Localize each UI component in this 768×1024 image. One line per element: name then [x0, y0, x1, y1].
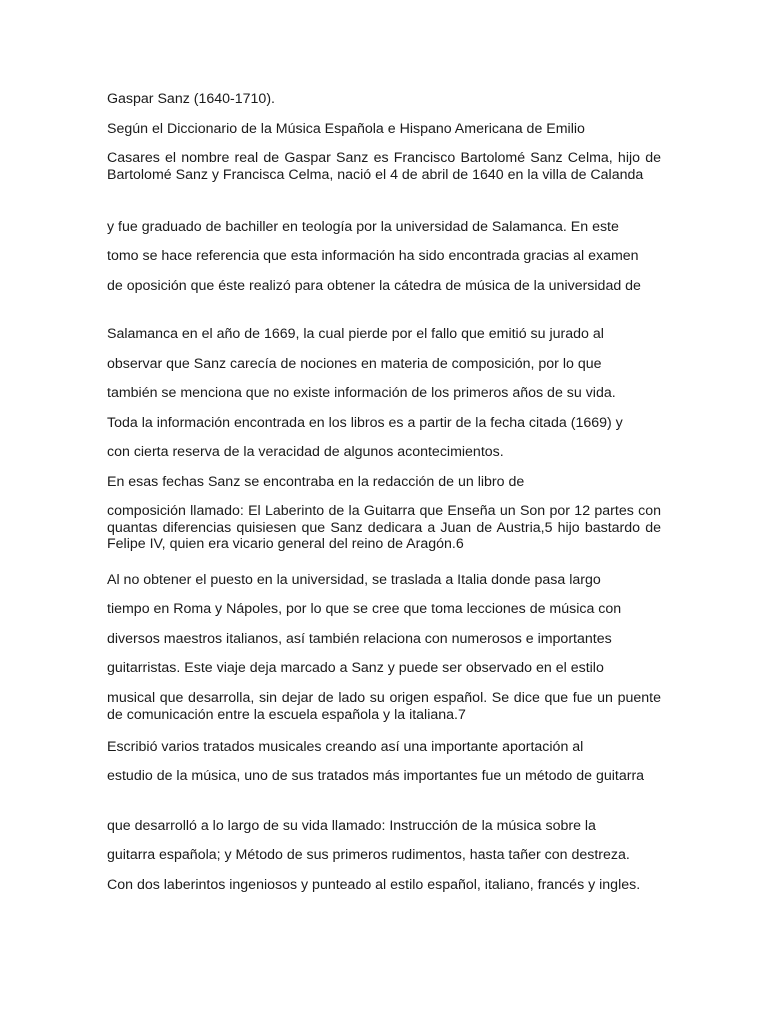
paragraph-line: composición llamado: El Laberinto de la Guitarra que Enseña un Son por 12 partes con quantas diferencias quisiesen que Sanz dedicara a Juan de Austria,5 hijo bastardo de Felipe IV, quien era vicario general del reino de Aragón.6: [107, 503, 661, 552]
paragraph-line: con cierta reserva de la veracidad de algunos acontecimientos.: [107, 444, 504, 460]
paragraph-line: diversos maestros italianos, así también relaciona con numerosos e importantes: [107, 631, 612, 647]
paragraph-line: musical que desarrolla, sin dejar de lado su origen español. Se dice que fue un puente de comunicación entre la escuela española y la italiana.7: [107, 690, 661, 723]
paragraph-line: también se menciona que no existe información de los primeros años de su vida.: [107, 385, 616, 401]
paragraph-line: de oposición que éste realizó para obtener la cátedra de música de la universidad de: [107, 278, 641, 294]
document-title: Gaspar Sanz (1640-1710).: [107, 91, 275, 107]
paragraph-line: Al no obtener el puesto en la universidad, se traslada a Italia donde pasa largo: [107, 572, 601, 588]
paragraph-line: Casares el nombre real de Gaspar Sanz es Francisco Bartolomé Sanz Celma, hijo de Bartolomé Sanz y Francisca Celma, nació el 4 de abril de 1640 en la villa de Calanda: [107, 150, 661, 183]
paragraph-line: guitarra española; y Método de sus primeros rudimentos, hasta tañer con destreza.: [107, 847, 630, 863]
paragraph-line: guitarristas. Este viaje deja marcado a Sanz y puede ser observado en el estilo: [107, 660, 604, 676]
paragraph-line: Salamanca en el año de 1669, la cual pierde por el fallo que emitió su jurado al: [107, 326, 604, 342]
paragraph-line: y fue graduado de bachiller en teología por la universidad de Salamanca. En este: [107, 219, 619, 235]
paragraph-line: observar que Sanz carecía de nociones en materia de composición, por lo que: [107, 356, 602, 372]
paragraph-line: Según el Diccionario de la Música Española e Hispano Americana de Emilio: [107, 121, 585, 137]
paragraph-line: En esas fechas Sanz se encontraba en la redacción de un libro de: [107, 474, 525, 490]
paragraph-line: estudio de la música, uno de sus tratados más importantes fue un método de guitarra: [107, 768, 645, 784]
paragraph-line: Escribió varios tratados musicales creando así una importante aportación al: [107, 739, 584, 755]
paragraph-line: que desarrolló a lo largo de su vida llamado: Instrucción de la música sobre la: [107, 818, 596, 834]
paragraph-line: Toda la información encontrada en los libros es a partir de la fecha citada (1669) y: [107, 415, 623, 431]
paragraph-line: tiempo en Roma y Nápoles, por lo que se cree que toma lecciones de música con: [107, 601, 622, 617]
paragraph-line: tomo se hace referencia que esta información ha sido encontrada gracias al examen: [107, 248, 639, 264]
paragraph-line: Con dos laberintos ingeniosos y punteado al estilo español, italiano, francés y ingles.: [107, 877, 641, 893]
